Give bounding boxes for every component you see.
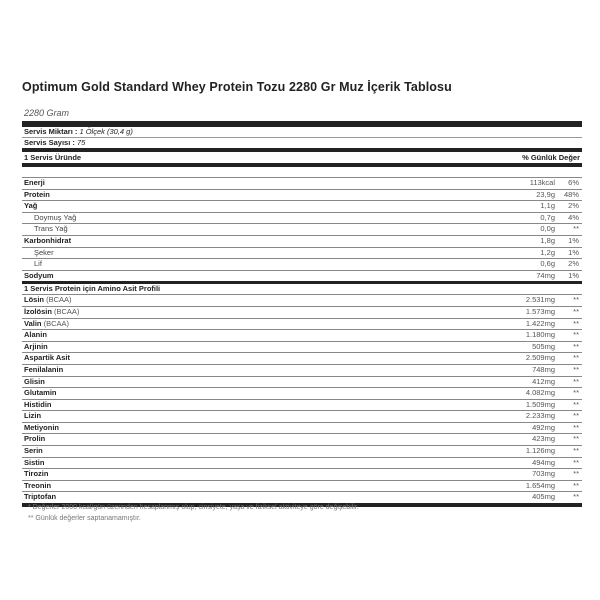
row-daily-value: 1%	[568, 235, 579, 245]
row-label	[24, 307, 465, 318]
page-title: Optimum Gold Standard Whey Protein Tozu 2280 Gr Muz İçerik Tablosu	[22, 80, 452, 94]
row-name: İzolösin	[24, 306, 52, 316]
row-daily-value: 6%	[568, 178, 579, 187]
row-label	[24, 330, 465, 341]
servings-count	[22, 138, 582, 152]
table-row	[22, 400, 582, 412]
row-daily-value: **	[573, 318, 579, 328]
table-row	[22, 365, 582, 377]
row-name: Lösin	[24, 295, 44, 305]
table-row	[22, 342, 582, 354]
row-name: Treonin	[24, 480, 52, 490]
table-header	[22, 152, 582, 167]
row-daily-value: **	[573, 457, 579, 467]
table-row	[22, 319, 582, 331]
row-name: Tirozin	[24, 469, 49, 479]
row-amount: 1,2g	[540, 247, 555, 257]
table-row	[22, 295, 582, 307]
row-name: Prolin	[24, 434, 46, 444]
row-daily-value: **	[573, 353, 579, 363]
table-row	[22, 423, 582, 435]
row-name: Fenilalanin	[24, 364, 64, 374]
row-label	[24, 319, 465, 330]
table-row	[22, 178, 582, 190]
row-label	[24, 400, 465, 411]
row-amount: 423mg	[532, 434, 555, 444]
row-name: Lizin	[24, 411, 42, 421]
row-label	[24, 236, 465, 247]
table-row	[22, 213, 582, 225]
table-row	[22, 411, 582, 423]
footnote-not-established: ** Günlük değerler saptanamamıştır.	[28, 514, 141, 522]
row-label	[24, 259, 465, 270]
row-name: Glutamin	[24, 388, 57, 398]
row-label	[24, 213, 465, 224]
amino-acid-header: 1 Servis Protein için Amino Asit Profili	[22, 284, 582, 295]
row-daily-value: **	[573, 422, 579, 432]
row-label	[24, 178, 465, 189]
row-amount: 1.509mg	[525, 399, 555, 409]
row-label	[24, 388, 465, 399]
servings-value: 75	[76, 138, 86, 147]
table-row	[22, 190, 582, 202]
row-name: Valin	[24, 318, 42, 328]
amino-acid-list	[22, 295, 582, 507]
row-amount: 1,8g	[540, 235, 555, 245]
row-label	[24, 446, 465, 457]
row-label	[24, 481, 465, 492]
table-row	[22, 271, 582, 285]
row-daily-value: **	[573, 364, 579, 374]
row-name: Doymuş Yağ	[34, 212, 77, 222]
row-name: Yağ	[24, 201, 38, 211]
row-amount: 74mg	[536, 270, 555, 280]
row-daily-value: 48%	[563, 189, 579, 199]
row-amount: 1.126mg	[525, 446, 555, 456]
row-amount: 1.422mg	[525, 318, 555, 328]
row-daily-value: **	[573, 224, 579, 234]
row-label	[24, 295, 465, 306]
row-amount: 1,1g	[540, 201, 555, 211]
row-name: Karbonhidrat	[24, 235, 72, 245]
row-daily-value: **	[573, 306, 579, 316]
serving-size-value: 1 Ölçek (30,4 g)	[79, 127, 133, 136]
row-daily-value: 2%	[568, 259, 579, 269]
row-amount: 0,0g	[540, 224, 555, 234]
row-amount: 703mg	[532, 469, 555, 479]
row-amount: 1.654mg	[525, 480, 555, 490]
row-daily-value: **	[573, 480, 579, 490]
nutrient-list	[22, 178, 582, 284]
row-daily-value: **	[573, 492, 579, 502]
row-daily-value: 2%	[568, 201, 579, 211]
table-row	[22, 201, 582, 213]
row-name: Triptofan	[24, 492, 57, 502]
row-daily-value: **	[573, 388, 579, 398]
table-row	[22, 446, 582, 458]
row-name: Lif	[34, 259, 42, 269]
row-label	[24, 365, 465, 376]
row-label	[24, 377, 465, 388]
row-name-extra: (BCAA)	[44, 295, 72, 305]
row-name: Aspartik Asit	[24, 353, 70, 363]
row-amount: 505mg	[532, 341, 555, 351]
row-name: Alanin	[24, 330, 47, 340]
row-amount: 4.082mg	[525, 388, 555, 398]
servings-label: Servis Sayısı :	[24, 138, 75, 147]
row-daily-value: 1%	[568, 270, 579, 280]
table-row	[22, 259, 582, 271]
row-name: Trans Yağ	[34, 224, 68, 234]
row-label	[24, 411, 465, 422]
row-name-extra: (BCAA)	[51, 306, 80, 316]
row-amount: 2.509mg	[525, 353, 555, 363]
row-daily-value: **	[573, 341, 579, 351]
row-daily-value: **	[573, 434, 579, 444]
row-label	[24, 458, 465, 469]
table-row	[22, 248, 582, 260]
package-size: 2280 Gram	[22, 106, 582, 127]
row-label	[24, 224, 465, 235]
table-row	[22, 330, 582, 342]
footnotes	[28, 503, 359, 524]
table-row	[22, 458, 582, 470]
row-name: Protein	[24, 189, 50, 199]
table-row	[22, 307, 582, 319]
serving-size	[22, 127, 582, 138]
row-daily-value: **	[573, 330, 579, 340]
table-row	[22, 388, 582, 400]
table-row	[22, 236, 582, 248]
table-row	[22, 481, 582, 493]
row-name: Histidin	[24, 399, 52, 409]
row-daily-value: **	[573, 295, 579, 305]
row-amount: 1.573mg	[525, 306, 555, 316]
row-label	[24, 342, 465, 353]
row-amount: 492mg	[532, 422, 555, 432]
row-daily-value: **	[573, 376, 579, 386]
row-name: Şeker	[34, 247, 54, 257]
row-label	[24, 423, 465, 434]
row-amount: 2.531mg	[525, 295, 555, 305]
row-name: Arjinin	[24, 341, 48, 351]
row-amount: 748mg	[532, 364, 555, 374]
header-per-serving: 1 Servis Üründe	[24, 153, 82, 162]
row-label	[24, 492, 465, 503]
row-amount: 1.180mg	[525, 330, 555, 340]
header-daily-value: % Günlük Değer	[522, 153, 580, 162]
row-label	[24, 434, 465, 445]
row-name: Metiyonin	[24, 422, 59, 432]
row-name: Sistin	[24, 457, 45, 467]
row-daily-value: **	[573, 446, 579, 456]
row-daily-value: **	[573, 399, 579, 409]
spacer-row	[22, 167, 582, 178]
table-row	[22, 434, 582, 446]
row-name: Serin	[24, 446, 43, 456]
row-amount: 412mg	[532, 376, 555, 386]
nutrition-table	[22, 106, 582, 507]
row-label	[24, 201, 465, 212]
row-label	[24, 248, 465, 259]
row-name: Sodyum	[24, 270, 54, 280]
row-label	[24, 271, 465, 282]
row-amount: 494mg	[532, 457, 555, 467]
row-daily-value: **	[573, 469, 579, 479]
row-amount: 0,7g	[540, 212, 555, 222]
row-daily-value: 1%	[568, 247, 579, 257]
row-name-extra: (BCAA)	[41, 318, 70, 328]
row-amount: 113kcal	[529, 178, 555, 187]
row-name: Glisin	[24, 376, 45, 386]
serving-size-label: Servis Miktarı :	[24, 127, 78, 136]
row-label	[24, 190, 465, 201]
row-daily-value: **	[573, 411, 579, 421]
row-daily-value: 4%	[568, 212, 579, 222]
row-label	[24, 469, 465, 480]
footnote-daily-values: * Değerler 2000 kcal/gün üzerinden hesaplanmış olup, cinsiyete, yaşa ve fiziksel aktiviteye göre değişebilir.	[28, 504, 359, 511]
table-row	[22, 377, 582, 389]
row-amount: 23,9g	[536, 189, 555, 199]
table-row	[22, 469, 582, 481]
row-amount: 0,6g	[540, 259, 555, 269]
row-amount: 2.233mg	[525, 411, 555, 421]
row-name: Enerji	[24, 178, 45, 187]
table-row	[22, 353, 582, 365]
table-row	[22, 224, 582, 236]
row-label	[24, 353, 465, 364]
row-amount: 405mg	[532, 492, 555, 502]
